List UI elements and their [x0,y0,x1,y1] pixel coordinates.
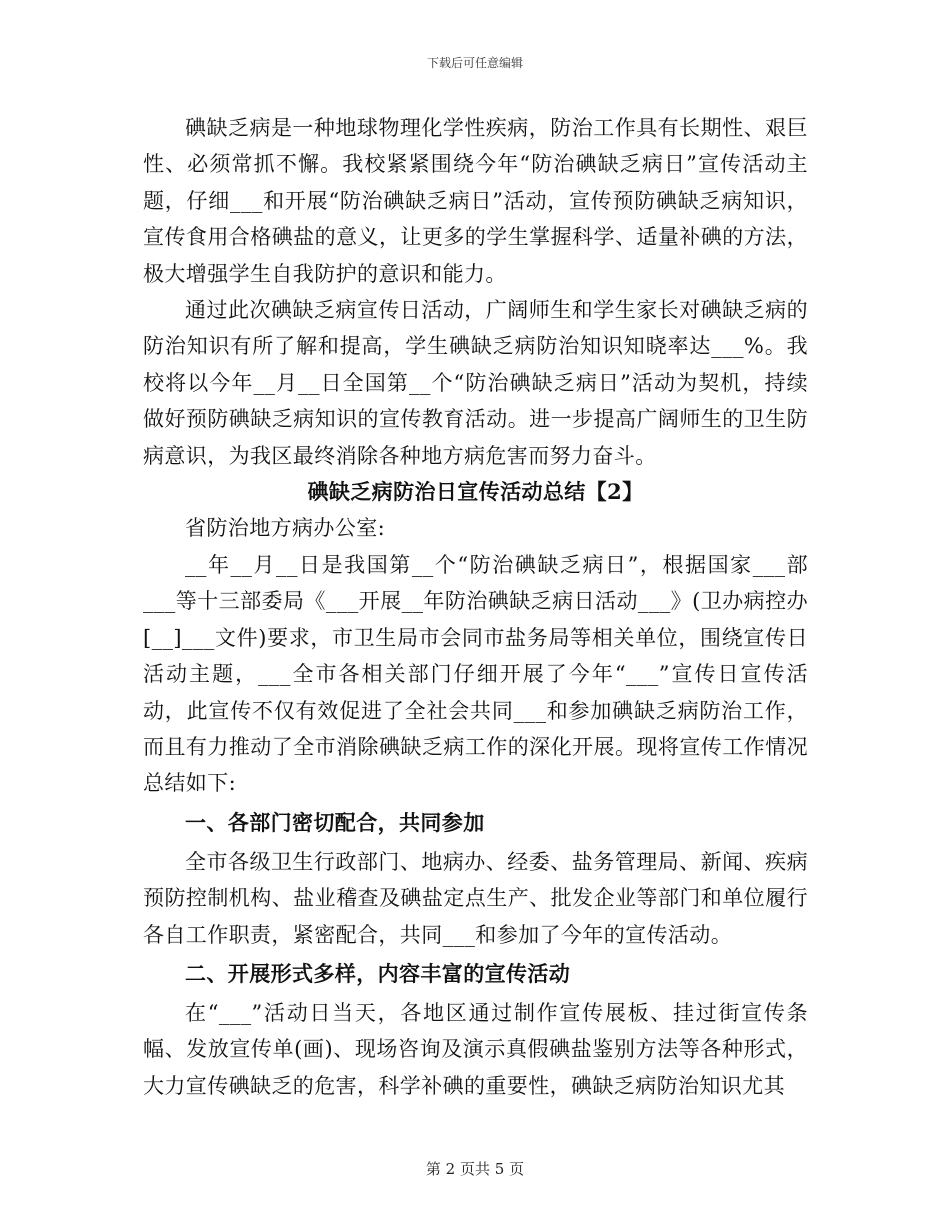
page-footer: 第 2 页共 5 页 [425,1160,525,1178]
paragraph: 通过此次碘缺乏病宣传日活动，广阔师生和学生家长对碘缺乏病的防治知识有所了解和提高，学生碘缺乏病防治知识知晓率达___%。我校将以今年__月__日全国第__个“防治碘缺乏病日”活动为契机，持续做好预防碘缺乏病知识的宣传教育活动。进一步提高广阔师生的卫生防病意识，为我区最终消除各种地方病危害而努力奋斗。 [143,298,808,468]
paragraph: 全市各级卫生行政部门、地病办、经委、盐务管理局、新闻、疾病预防控制机构、盐业稽查及碘盐定点生产、批发企业等部门和单位履行各自工作职责，紧密配合，共同___和参加了今年的宣传活动。 [143,849,808,947]
paragraph: 碘缺乏病是一种地球物理化学性疾病，防治工作具有长期性、艰巨性、必须常抓不懈。我校紧紧围绕今年“防治碘缺乏病日”宣传活动主题，仔细___和开展“防治碘缺乏病日”活动，宣传预防碘缺乏病知识，宣传食用合格碘盐的意义，让更多的学生掌握科学、适量补碘的方法，极大增强学生自我防护的意识和能力。 [143,116,808,286]
heading-2: 二、开展形式多样，内容丰富的宣传活动 [185,960,571,986]
heading-1: 一、各部门密切配合，共同参加 [185,809,485,835]
page-header: 下载后可任意编辑 [426,56,523,70]
paragraph: 在“___”活动日当天，各地区通过制作宣传展板、挂过街宣传条幅、发放宣传单(画)、现场咨询及演示真假碘盐鉴别方法等各种形式，大力宣传碘缺乏的危害，科学补碘的重要性，碘缺乏病防治知识尤其 [143,1000,808,1098]
salutation: 省防治地方病办公室: [185,516,386,541]
section-title: 碘缺乏病防治日宣传活动总结【2】 [307,479,644,505]
document-body [143,110,808,1104]
paragraph: __年__月__日是我国第__个“防治碘缺乏病日”，根据国家___部___等十三部委局《___开展__年防治碘缺乏病日活动___》(卫办病控办[__]___文件)要求，市卫生局市会同市盐务局等相关单位，围绕宣传日活动主题，___全市各相关部门仔细开展了今年“___”宣传日宣传活动，此宣传不仅有效促进了全社会共同___和参加碘缺乏病防治工作，而且有力推动了全市消除碘缺乏病工作的深化开展。现将宣传工作情况总结如下: [143,552,808,796]
